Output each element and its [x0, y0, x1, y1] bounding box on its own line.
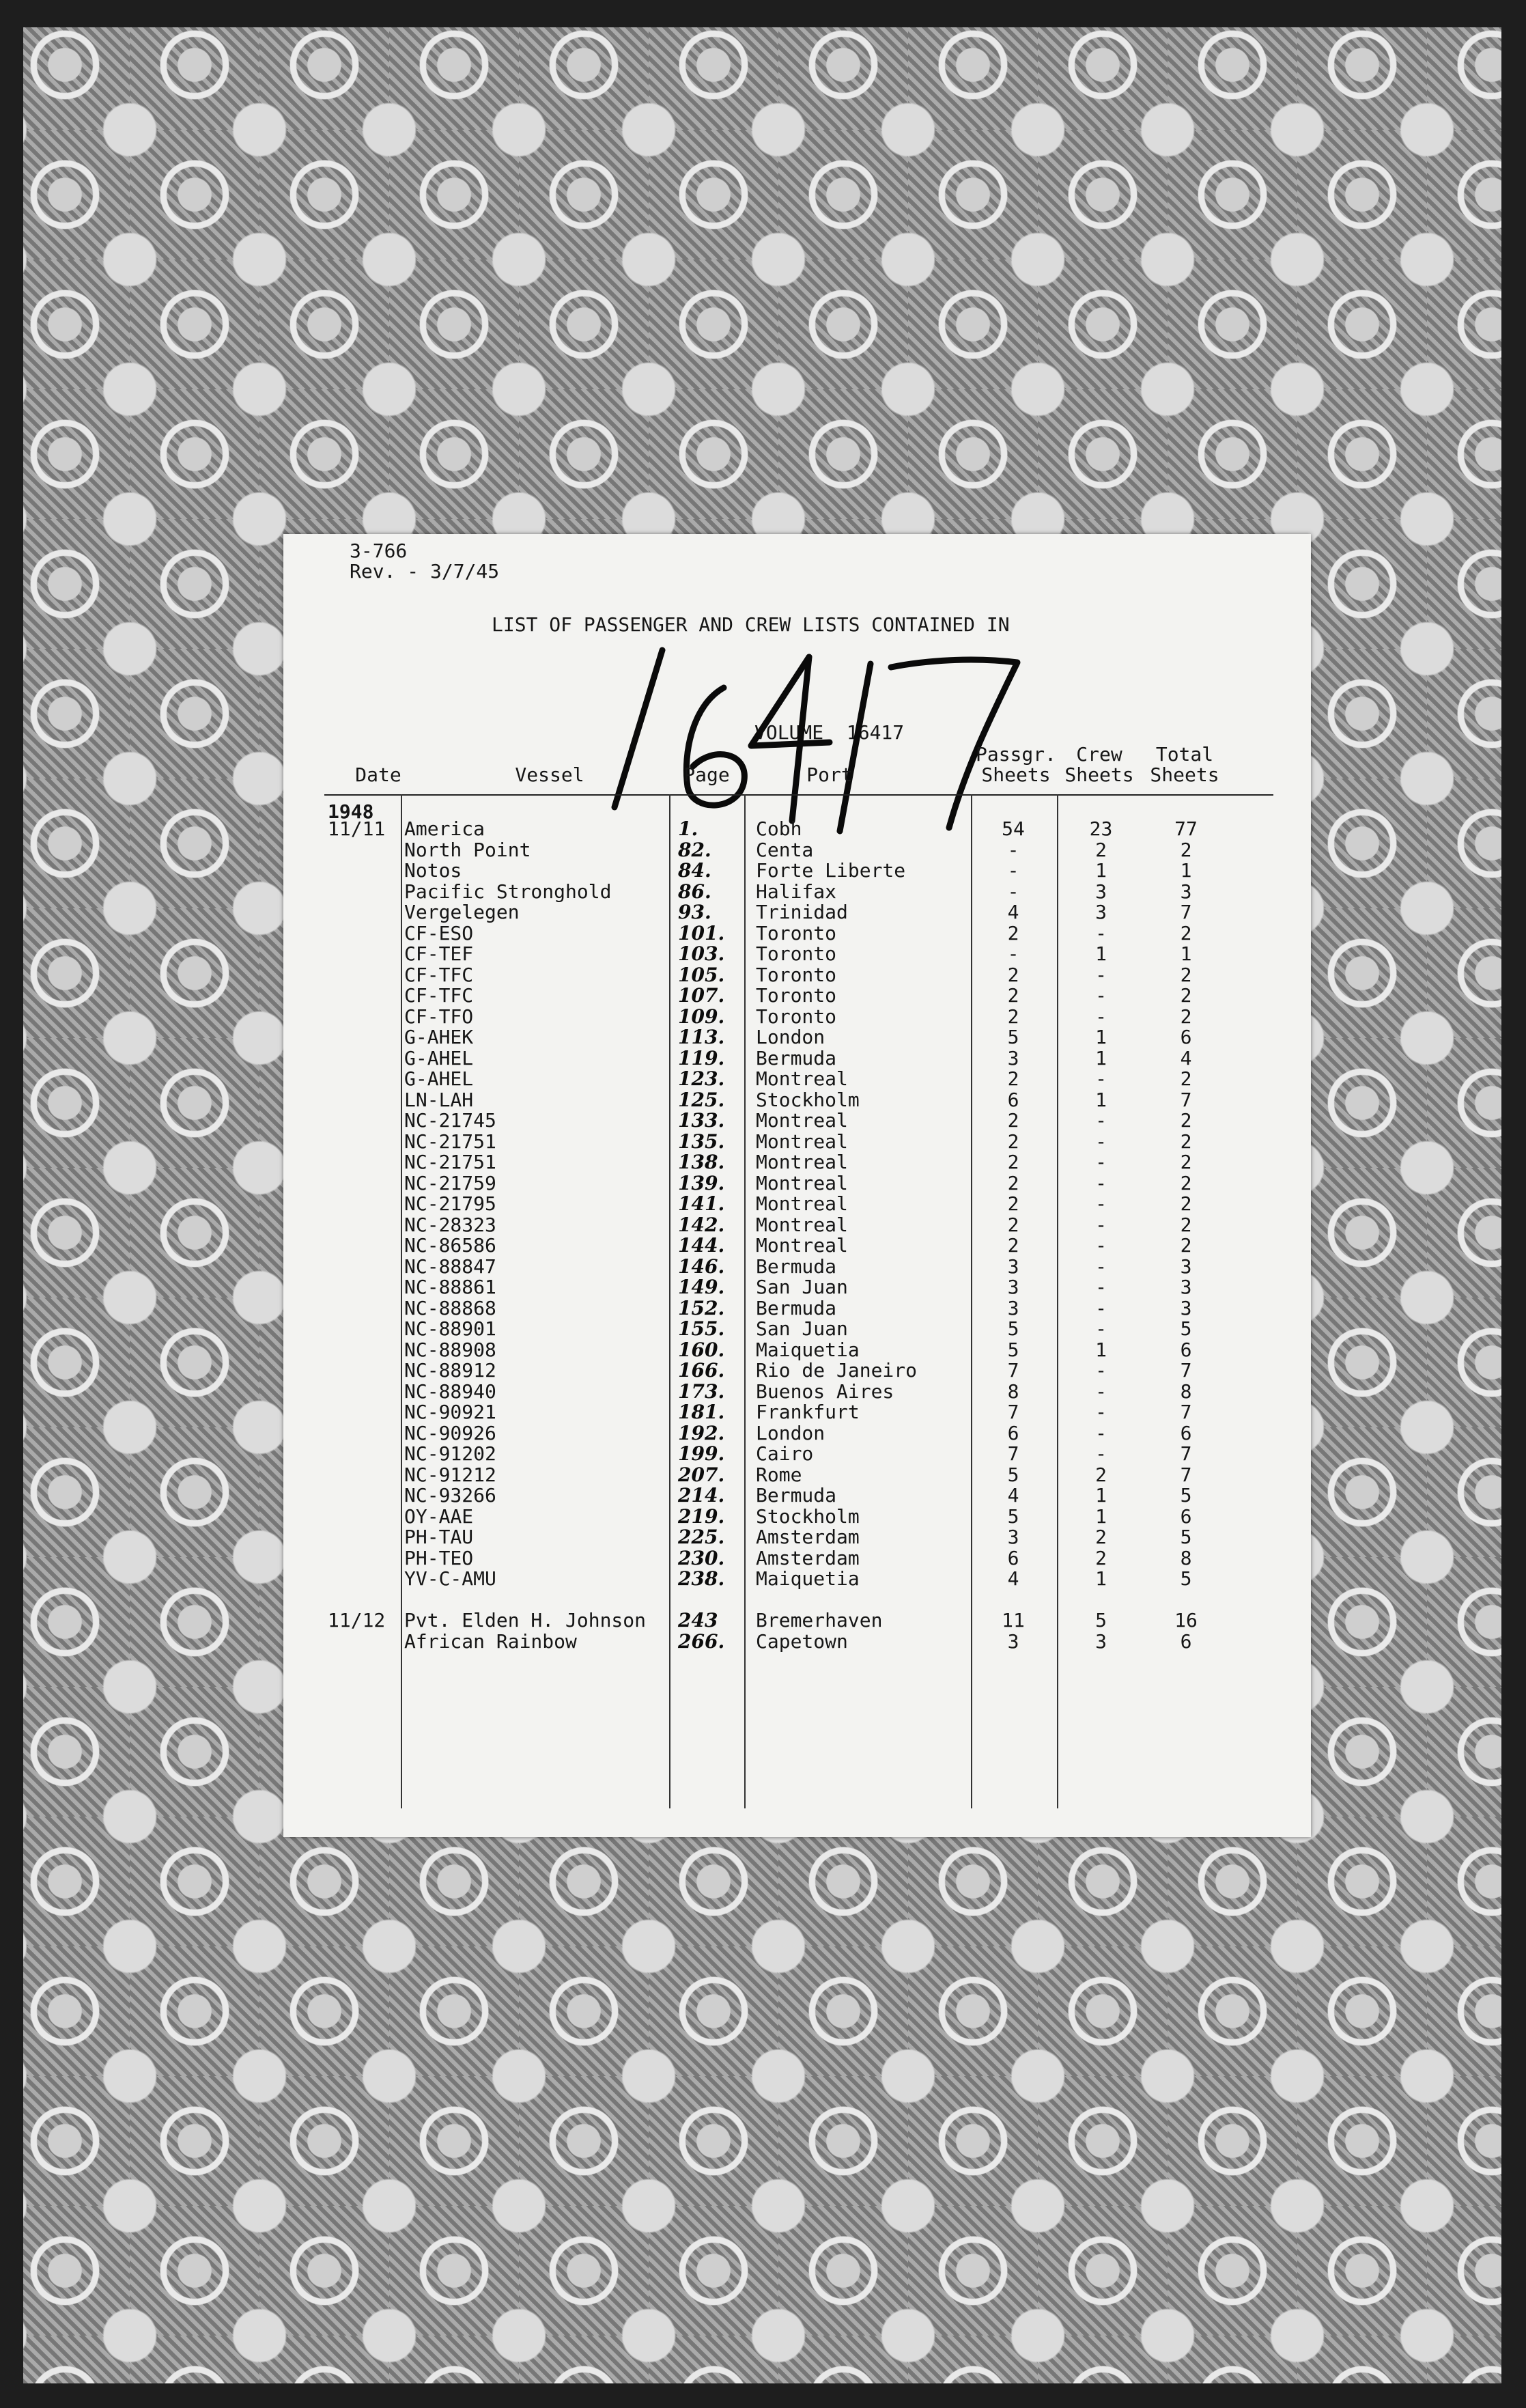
cell-pass: 5: [1007, 1317, 1019, 1340]
cell-crew: -: [1095, 1234, 1107, 1257]
cell-total: 2: [1180, 1005, 1192, 1028]
cell-vessel: NC-88847: [404, 1255, 496, 1278]
table-row: [283, 902, 1311, 923]
cell-crew: -: [1095, 1109, 1107, 1132]
cell-vessel: CF-ESO: [404, 921, 474, 944]
cell-page: 141.: [678, 1192, 725, 1215]
table-row: [283, 819, 1311, 840]
table-row: [283, 860, 1311, 882]
table-row: [283, 1382, 1311, 1403]
cell-total: 16: [1174, 1609, 1198, 1632]
cell-total: 5: [1180, 1317, 1192, 1340]
cell-page: 133.: [678, 1109, 725, 1132]
cell-page: 160.: [678, 1338, 725, 1361]
cell-total: 5: [1180, 1567, 1192, 1590]
cell-port: Toronto: [756, 1005, 837, 1028]
cell-pass: 2: [1007, 1213, 1019, 1236]
table-row: [283, 1298, 1311, 1319]
cell-page: 219.: [678, 1504, 725, 1528]
scan-border-top: [0, 0, 1526, 27]
cell-total: 3: [1180, 1296, 1192, 1319]
cell-vessel: NC-21759: [404, 1171, 496, 1194]
column-header-date: Date: [355, 764, 401, 786]
table-row: [283, 923, 1311, 944]
cell-vessel: Pacific Stronghold: [404, 880, 612, 903]
year-label: 1948: [328, 800, 374, 823]
cell-pass: 4: [1007, 901, 1019, 923]
cell-page: 155.: [678, 1317, 725, 1340]
cell-crew: 3: [1095, 1629, 1107, 1653]
cell-total: 3: [1180, 1255, 1192, 1278]
scan-border-bottom: [0, 2383, 1526, 2408]
cell-vessel: NC-88901: [404, 1317, 496, 1340]
table-row: [283, 1027, 1311, 1048]
cell-page: 166.: [678, 1359, 725, 1382]
cell-vessel: LN-LAH: [404, 1088, 474, 1111]
cell-port: Montreal: [756, 1171, 848, 1194]
cell-total: 7: [1180, 1442, 1192, 1465]
table-row: [283, 1069, 1311, 1090]
cell-pass: -: [1007, 942, 1019, 965]
column-header-crew-sheets: Crew Sheets: [1064, 743, 1134, 786]
cell-pass: 6: [1007, 1421, 1019, 1444]
table-row: [283, 1235, 1311, 1257]
cell-port: Bermuda: [756, 1296, 837, 1319]
cell-total: 8: [1180, 1546, 1192, 1569]
cell-crew: -: [1095, 1213, 1107, 1236]
volume-typed: VOLUME 16417: [754, 721, 905, 744]
table-row: [283, 1444, 1311, 1465]
form-number: 3-766: [350, 540, 408, 562]
cell-crew: 2: [1095, 1546, 1107, 1569]
table-row: [283, 1048, 1311, 1069]
cell-page: 214.: [678, 1484, 725, 1507]
cell-vessel: NC-88861: [404, 1276, 496, 1298]
cell-crew: 2: [1095, 1463, 1107, 1486]
cell-page: 107.: [678, 984, 725, 1007]
table-row: [283, 1465, 1311, 1486]
table-row: [283, 1173, 1311, 1194]
cell-pass: 4: [1007, 1484, 1019, 1507]
cell-crew: -: [1095, 1005, 1107, 1028]
cell-port: Cobh: [756, 817, 802, 840]
cell-pass: -: [1007, 838, 1019, 861]
cell-crew: -: [1095, 1067, 1107, 1090]
cell-vessel: CF-TFC: [404, 984, 474, 1007]
cell-page: 152.: [678, 1296, 725, 1319]
cell-total: 7: [1180, 1359, 1192, 1382]
cell-total: 2: [1180, 1192, 1192, 1215]
cell-vessel: CF-TEF: [404, 942, 474, 965]
cell-port: San Juan: [756, 1276, 848, 1298]
column-header-total-sheets: Total Sheets: [1150, 743, 1219, 786]
cell-pass: 11: [1002, 1609, 1025, 1632]
cell-pass: 7: [1007, 1442, 1019, 1465]
column-header-passenger-sheets: Passgr. Sheets: [975, 743, 1056, 786]
cell-page: 138.: [678, 1151, 725, 1173]
table-row: [283, 1340, 1311, 1361]
index-sheet: [283, 534, 1311, 1837]
column-header-port: Port: [806, 764, 853, 786]
cell-page: 109.: [678, 1005, 725, 1028]
cell-total: 7: [1180, 1088, 1192, 1111]
table-row: [283, 1319, 1311, 1340]
cell-page: 103.: [678, 942, 725, 965]
cell-port: Toronto: [756, 984, 837, 1007]
cell-total: 2: [1180, 1067, 1192, 1090]
cell-vessel: NC-88868: [404, 1296, 496, 1319]
cell-total: 2: [1180, 1109, 1192, 1132]
cell-vessel: African Rainbow: [404, 1629, 577, 1653]
cell-page: 181.: [678, 1401, 725, 1423]
cell-port: Rio de Janeiro: [756, 1359, 918, 1382]
cell-port: Amsterdam: [756, 1526, 860, 1548]
cell-page: 125.: [678, 1088, 725, 1111]
cell-total: 7: [1180, 1401, 1192, 1423]
cell-page: 230.: [678, 1546, 725, 1569]
cell-page: 225.: [678, 1526, 725, 1548]
cell-page: 207.: [678, 1463, 725, 1486]
cell-total: 2: [1180, 921, 1192, 944]
scan-border-left: [0, 0, 23, 2408]
cell-total: 1: [1180, 942, 1192, 965]
cell-pass: 54: [1002, 817, 1025, 840]
cell-vessel: NC-88912: [404, 1359, 496, 1382]
table-row: [283, 1548, 1311, 1569]
cell-total: 7: [1180, 1463, 1192, 1486]
cell-pass: 7: [1007, 1401, 1019, 1423]
cell-vessel: G-AHEK: [404, 1026, 474, 1048]
cell-pass: 2: [1007, 1130, 1019, 1153]
cell-port: Buenos Aires: [756, 1380, 894, 1403]
cell-total: 7: [1180, 901, 1192, 923]
cell-vessel: G-AHEL: [404, 1067, 474, 1090]
cell-crew: 1: [1095, 1567, 1107, 1590]
cell-vessel: NC-88940: [404, 1380, 496, 1403]
table-row: [283, 1215, 1311, 1236]
cell-pass: 5: [1007, 1504, 1019, 1528]
table-row: [283, 1423, 1311, 1444]
table-row: [283, 985, 1311, 1007]
cell-pass: 2: [1007, 1151, 1019, 1173]
cell-port: Maiquetia: [756, 1567, 860, 1590]
table-row: [283, 1277, 1311, 1298]
form-revision: Rev. - 3/7/45: [350, 560, 500, 583]
cell-total: 2: [1180, 1171, 1192, 1194]
cell-vessel: PH-TEO: [404, 1546, 474, 1569]
cell-pass: 3: [1007, 1046, 1019, 1069]
cell-vessel: NC-88908: [404, 1338, 496, 1361]
cell-crew: -: [1095, 1421, 1107, 1444]
table-row: [283, 944, 1311, 965]
cell-crew: -: [1095, 1296, 1107, 1319]
cell-pass: 3: [1007, 1526, 1019, 1548]
cell-page: 149.: [678, 1276, 725, 1298]
cell-crew: 23: [1089, 817, 1113, 840]
cell-crew: 1: [1095, 942, 1107, 965]
table-row: [283, 1194, 1311, 1215]
cell-crew: -: [1095, 1171, 1107, 1194]
cell-total: 6: [1180, 1504, 1192, 1528]
cell-page: 101.: [678, 921, 725, 944]
cell-crew: 1: [1095, 1338, 1107, 1361]
cell-total: 6: [1180, 1421, 1192, 1444]
cell-port: Toronto: [756, 942, 837, 965]
cell-total: 77: [1174, 817, 1198, 840]
cell-pass: 3: [1007, 1255, 1019, 1278]
cell-vessel: YV-C-AMU: [404, 1567, 496, 1590]
cell-crew: 1: [1095, 1504, 1107, 1528]
cell-total: 2: [1180, 1151, 1192, 1173]
cell-port: Amsterdam: [756, 1546, 860, 1569]
cell-crew: -: [1095, 963, 1107, 986]
cell-port: Bremerhaven: [756, 1609, 883, 1632]
table-row: [283, 1504, 1311, 1528]
table-row: [283, 1527, 1311, 1548]
cell-port: Stockholm: [756, 1504, 860, 1528]
cell-total: 8: [1180, 1380, 1192, 1403]
cell-pass: 2: [1007, 963, 1019, 986]
cell-vessel: PH-TAU: [404, 1526, 474, 1548]
cell-vessel: CF-TFC: [404, 963, 474, 986]
cell-page: 142.: [678, 1213, 725, 1236]
cell-pass: 3: [1007, 1276, 1019, 1298]
cell-port: Montreal: [756, 1109, 848, 1132]
table-row: [283, 1485, 1311, 1507]
table-row: [283, 1590, 1311, 1611]
cell-pass: 6: [1007, 1546, 1019, 1569]
cell-page: 144.: [678, 1234, 725, 1257]
cell-vessel: NC-91202: [404, 1442, 496, 1465]
cell-page: 238.: [678, 1567, 725, 1590]
cell-crew: 1: [1095, 1046, 1107, 1069]
cell-page: 123.: [678, 1067, 725, 1090]
header-rule: [324, 794, 1273, 796]
cell-crew: -: [1095, 1442, 1107, 1465]
cell-port: Bermuda: [756, 1484, 837, 1507]
cell-pass: 2: [1007, 1171, 1019, 1194]
cell-crew: -: [1095, 1151, 1107, 1173]
cell-vessel: North Point: [404, 838, 531, 861]
cell-page: 192.: [678, 1421, 725, 1444]
cell-pass: 2: [1007, 1005, 1019, 1028]
cell-port: Frankfurt: [756, 1401, 860, 1423]
cell-crew: 1: [1095, 1026, 1107, 1048]
table-row: [283, 1007, 1311, 1028]
cell-pass: 2: [1007, 1067, 1019, 1090]
cell-vessel: OY-AAE: [404, 1504, 474, 1528]
cell-page: 1.: [678, 817, 698, 840]
cell-crew: -: [1095, 1359, 1107, 1382]
cell-pass: 5: [1007, 1026, 1019, 1048]
cell-page: 139.: [678, 1171, 725, 1194]
cell-crew: 2: [1095, 838, 1107, 861]
cell-port: London: [756, 1421, 825, 1444]
cell-pass: 2: [1007, 1192, 1019, 1215]
cell-total: 2: [1180, 984, 1192, 1007]
handwritten-volume-number: [604, 643, 1028, 848]
cell-date: 11/11: [328, 817, 386, 840]
cell-vessel: NC-91212: [404, 1463, 496, 1486]
cell-crew: 3: [1095, 880, 1107, 903]
cell-page: 199.: [678, 1442, 725, 1465]
cell-pass: 2: [1007, 921, 1019, 944]
cell-vessel: NC-21745: [404, 1109, 496, 1132]
cell-vessel: NC-90921: [404, 1401, 496, 1423]
cell-total: 2: [1180, 963, 1192, 986]
cell-total: 2: [1180, 1130, 1192, 1153]
cell-total: 3: [1180, 880, 1192, 903]
cell-port: Bermuda: [756, 1255, 837, 1278]
cell-vessel: NC-93266: [404, 1484, 496, 1507]
cell-port: Montreal: [756, 1130, 848, 1153]
cell-port: Trinidad: [756, 901, 848, 923]
cell-total: 6: [1180, 1629, 1192, 1653]
cell-port: Maiquetia: [756, 1338, 860, 1361]
table-row: [283, 1360, 1311, 1382]
cell-crew: -: [1095, 1130, 1107, 1153]
cell-port: Bermuda: [756, 1046, 837, 1069]
table-row: [283, 1257, 1311, 1278]
cell-total: 5: [1180, 1526, 1192, 1548]
cell-page: 266.: [678, 1629, 725, 1653]
cell-total: 2: [1180, 1234, 1192, 1257]
cell-vessel: CF-TFO: [404, 1005, 474, 1028]
cell-crew: 2: [1095, 1526, 1107, 1548]
cell-pass: 6: [1007, 1088, 1019, 1111]
cell-port: London: [756, 1026, 825, 1048]
cell-pass: -: [1007, 859, 1019, 882]
table-row: [283, 1132, 1311, 1153]
cell-port: Capetown: [756, 1629, 848, 1653]
cell-page: 86.: [678, 880, 711, 903]
cell-vessel: Vergelegen: [404, 901, 520, 923]
cell-crew: 1: [1095, 1484, 1107, 1507]
cell-vessel: NC-90926: [404, 1421, 496, 1444]
table-row: [283, 882, 1311, 903]
cell-pass: 3: [1007, 1629, 1019, 1653]
cell-crew: -: [1095, 1401, 1107, 1423]
cell-vessel: NC-21751: [404, 1151, 496, 1173]
cell-total: 4: [1180, 1046, 1192, 1069]
cell-pass: 8: [1007, 1380, 1019, 1403]
cell-crew: -: [1095, 1276, 1107, 1298]
table-row: [283, 1402, 1311, 1423]
list-title: LIST OF PASSENGER AND CREW LISTS CONTAINED IN: [492, 613, 1010, 636]
cell-crew: 5: [1095, 1609, 1107, 1632]
table-row: [283, 1569, 1311, 1590]
cell-total: 1: [1180, 859, 1192, 882]
cell-page: 84.: [678, 859, 711, 882]
cell-crew: -: [1095, 1380, 1107, 1403]
cell-pass: 5: [1007, 1338, 1019, 1361]
cell-page: 243: [678, 1609, 718, 1632]
cell-pass: 2: [1007, 1234, 1019, 1257]
cell-pass: 2: [1007, 1109, 1019, 1132]
cell-vessel: America: [404, 817, 485, 840]
cell-vessel: NC-21751: [404, 1130, 496, 1153]
table-row: [283, 1090, 1311, 1111]
cell-crew: -: [1095, 984, 1107, 1007]
cell-crew: -: [1095, 1255, 1107, 1278]
cell-vessel: NC-86586: [404, 1234, 496, 1257]
cell-pass: 2: [1007, 984, 1019, 1007]
cell-port: Forte Liberte: [756, 859, 906, 882]
scan-border-right: [1501, 0, 1526, 2408]
cell-page: 93.: [678, 901, 711, 923]
cell-crew: 3: [1095, 901, 1107, 923]
cell-port: Montreal: [756, 1067, 848, 1090]
cell-crew: 1: [1095, 859, 1107, 882]
cell-page: 105.: [678, 963, 725, 986]
cell-pass: 5: [1007, 1463, 1019, 1486]
cell-crew: -: [1095, 1317, 1107, 1340]
cell-vessel: NC-21795: [404, 1192, 496, 1215]
table-row: [283, 1629, 1311, 1653]
table-row: [283, 1610, 1311, 1632]
cell-port: San Juan: [756, 1317, 848, 1340]
cell-port: Montreal: [756, 1213, 848, 1236]
cell-port: Cairo: [756, 1442, 814, 1465]
cell-port: Toronto: [756, 963, 837, 986]
cell-total: 3: [1180, 1276, 1192, 1298]
column-header-vessel: Vessel: [515, 764, 584, 786]
cell-port: Stockholm: [756, 1088, 860, 1111]
cell-port: Centa: [756, 838, 814, 861]
cell-crew: -: [1095, 921, 1107, 944]
cell-port: Rome: [756, 1463, 802, 1486]
table-row: [283, 965, 1311, 986]
cell-page: 173.: [678, 1380, 725, 1403]
cell-total: 6: [1180, 1338, 1192, 1361]
cell-page: 113.: [678, 1026, 725, 1048]
cell-pass: -: [1007, 880, 1019, 903]
cell-vessel: Pvt. Elden H. Johnson: [404, 1609, 647, 1632]
cell-pass: 3: [1007, 1296, 1019, 1319]
cell-crew: 1: [1095, 1088, 1107, 1111]
column-header-page: Page: [683, 764, 730, 786]
table-row: [283, 1110, 1311, 1132]
cell-total: 5: [1180, 1484, 1192, 1507]
cell-pass: 7: [1007, 1359, 1019, 1382]
cell-vessel: G-AHEL: [404, 1046, 474, 1069]
cell-port: Montreal: [756, 1151, 848, 1173]
cell-total: 2: [1180, 838, 1192, 861]
cell-page: 146.: [678, 1255, 725, 1278]
cell-vessel: Notos: [404, 859, 462, 882]
cell-date: 11/12: [328, 1609, 386, 1632]
table-row: [283, 1152, 1311, 1173]
cell-page: 119.: [678, 1046, 725, 1069]
cell-page: 135.: [678, 1130, 725, 1153]
cell-page: 82.: [678, 838, 711, 861]
cell-port: Montreal: [756, 1192, 848, 1215]
table-row: [283, 840, 1311, 861]
cell-total: 2: [1180, 1213, 1192, 1236]
cell-total: 6: [1180, 1026, 1192, 1048]
cell-port: Halifax: [756, 880, 837, 903]
cell-port: Montreal: [756, 1234, 848, 1257]
cell-pass: 4: [1007, 1567, 1019, 1590]
cell-crew: -: [1095, 1192, 1107, 1215]
cell-vessel: NC-28323: [404, 1213, 496, 1236]
cell-port: Toronto: [756, 921, 837, 944]
